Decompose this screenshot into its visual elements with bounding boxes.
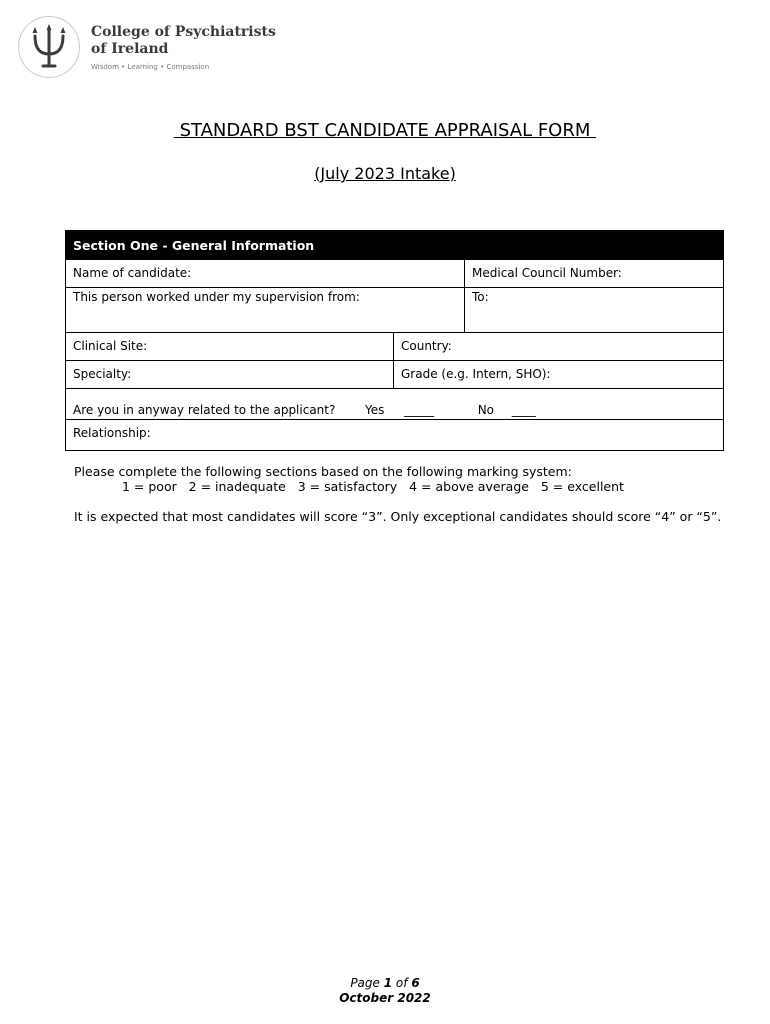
general-information-table [65,230,724,451]
page-number: Page 1 of 6 [350,976,420,990]
no-answer-blank[interactable]: ____ [511,403,536,417]
supervision-to-field[interactable]: To: [472,290,489,304]
logo-emblem [18,16,80,78]
yes-answer-blank[interactable]: _____ [404,403,435,417]
clinical-site-field[interactable]: Clinical Site: [73,339,148,353]
table-row [66,389,723,420]
score-expectation-note: It is expected that most candidates will score “3”. Only exceptional candidates should score “4” or “5”. [74,509,722,524]
related-question-label: Are you in anyway related to the applicant? [73,403,336,417]
relationship-field[interactable]: Relationship: [73,426,151,440]
table-row [66,361,723,389]
footer-date: October 2022 [339,991,431,1005]
marking-intro: Please complete the following sections based on the following marking system: [74,464,572,479]
grade-field[interactable]: Grade (e.g. Intern, SHO): [401,367,551,381]
page-footer [0,976,770,1006]
section-one-heading: Section One - General Information [66,231,723,260]
current-page: 1 [383,976,393,990]
supervision-from-field[interactable]: This person worked under my supervision from: [73,290,360,304]
yes-label: Yes [365,403,385,417]
college-name: College of Psychiatrists of Ireland [91,24,276,57]
country-field[interactable]: Country: [401,339,452,353]
specialty-field[interactable]: Specialty: [73,367,132,381]
psi-trident-icon [27,24,71,70]
marking-system [74,464,624,494]
marking-scale: 1 = poor 2 = inadequate 3 = satisfactory 4 = above average 5 = excellent [122,479,624,494]
medical-council-number-field[interactable]: Medical Council Number: [472,266,622,280]
table-row [66,260,723,288]
no-label: No [477,403,495,417]
total-pages: 6 [411,976,420,990]
college-logo [18,16,278,82]
form-title: STANDARD BST CANDIDATE APPRAISAL FORM [173,120,597,141]
form-subtitle: (July 2023 Intake) [314,164,456,183]
table-row [66,420,723,451]
table-row [66,333,723,361]
related-question [66,389,723,419]
college-tagline: Wisdom • Learning • Compassion [91,63,210,71]
name-of-candidate-field[interactable]: Name of candidate: [73,266,192,280]
table-row [66,288,723,333]
